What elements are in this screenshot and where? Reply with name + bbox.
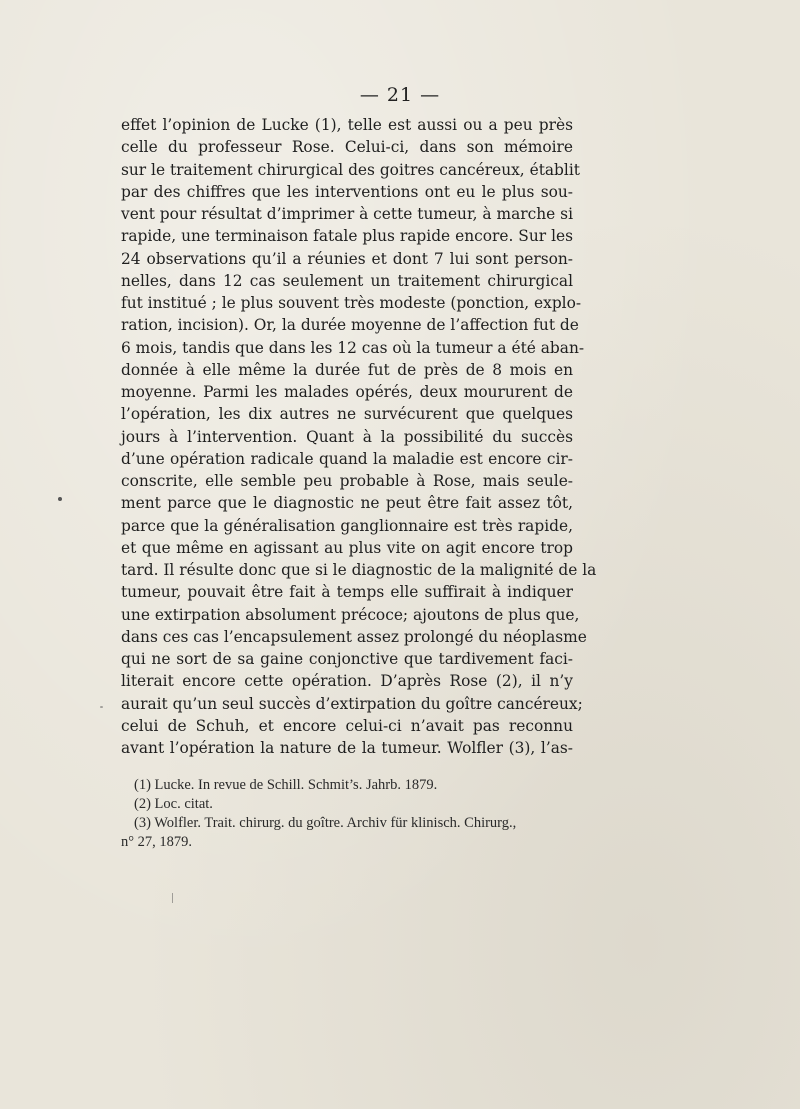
text-line: dans ces cas l’encapsulement assez prolongé du néoplasme: [121, 627, 587, 646]
text-line: vent pour résultat d’imprimer à cette tumeur, à marche si: [121, 205, 573, 223]
text-line: jours à l’intervention. Quant à la possibilité du succès: [121, 427, 573, 446]
footnotes: [121, 776, 573, 852]
text-line: rapide, une terminaison fatale plus rapide encore. Sur les: [121, 227, 573, 246]
text-line: fut institué ; le plus souvent très modeste (ponction, explo-: [121, 294, 582, 312]
text-line: celle du professeur Rose. Celui-ci, dans son mémoire: [121, 138, 573, 157]
text-line: l’opération, les dix autres ne survécurent que quelques: [121, 405, 573, 424]
text-line: 24 observations qu’il a réunies et dont 7 lui sont person-: [121, 249, 573, 268]
text-line: tard. Il résulte donc que si le diagnostic de la malignité de la: [121, 561, 597, 579]
text-line: aurait qu’un seul succès d’extirpation du goître cancéreux;: [121, 694, 583, 713]
text-line: ment parce que le diagnostic ne peut être fait assez tôt,: [121, 494, 573, 513]
text-line: donnée à elle même la durée fut de près de 8 mois en: [121, 360, 573, 379]
paper-speck: [58, 497, 62, 501]
text-line: sur le traitement chirurgical des goitres cancéreux, établit: [121, 160, 580, 179]
paper-speck: [172, 893, 173, 903]
text-line: moyenne. Parmi les malades opérés, deux moururent de: [121, 383, 573, 401]
text-line: et que même en agissant au plus vite on agit encore trop: [121, 538, 573, 557]
text-line: parce que la généralisation ganglionnaire est très rapide,: [121, 516, 573, 535]
text-line: celui de Schuh, et encore celui-ci n’avait pas reconnu: [121, 716, 573, 735]
footnote-3: (3) Wolfler. Trait. chirurg. du goître. Archiv für klinisch. Chirurg.,: [134, 815, 517, 831]
text-line: tumeur, pouvait être fait à temps elle suffirait à indiquer: [121, 583, 573, 602]
paper-speck: [100, 706, 103, 708]
text-line: d’une opération radicale quand la maladie est encore cir-: [121, 449, 573, 468]
text-line: literait encore cette opération. D’après Rose (2), il n’y: [121, 672, 573, 691]
text-line: nelles, dans 12 cas seulement un traitement chirurgical: [121, 271, 573, 290]
footnote-1: (1) Lucke. In revue de Schill. Schmit’s. Jahrb. 1879.: [134, 777, 438, 793]
text-line: par des chiffres que les interventions ont eu le plus sou-: [121, 182, 573, 201]
text-line: avant l’opération la nature de la tumeur. Wolfler (3), l’as-: [121, 739, 573, 757]
footnote-3-continuation: n° 27, 1879.: [121, 834, 193, 850]
text-line: effet l’opinion de Lucke (1), telle est aussi ou a peu près: [121, 116, 573, 134]
page-number: — 21 —: [359, 84, 441, 106]
text-line: qui ne sort de sa gaine conjonctive que tardivement faci-: [121, 650, 573, 668]
body-text: [121, 114, 597, 759]
footnote-2: (2) Loc. citat.: [134, 796, 213, 812]
text-line: une extirpation absolument précoce; ajoutons de plus que,: [121, 605, 580, 624]
text-line: 6 mois, tandis que dans les 12 cas où la tumeur a été aban-: [121, 338, 585, 357]
text-line: ration, incision). Or, la durée moyenne de l’affection fut de: [121, 316, 579, 335]
text-line: conscrite, elle semble peu probable à Rose, mais seule-: [121, 472, 573, 490]
